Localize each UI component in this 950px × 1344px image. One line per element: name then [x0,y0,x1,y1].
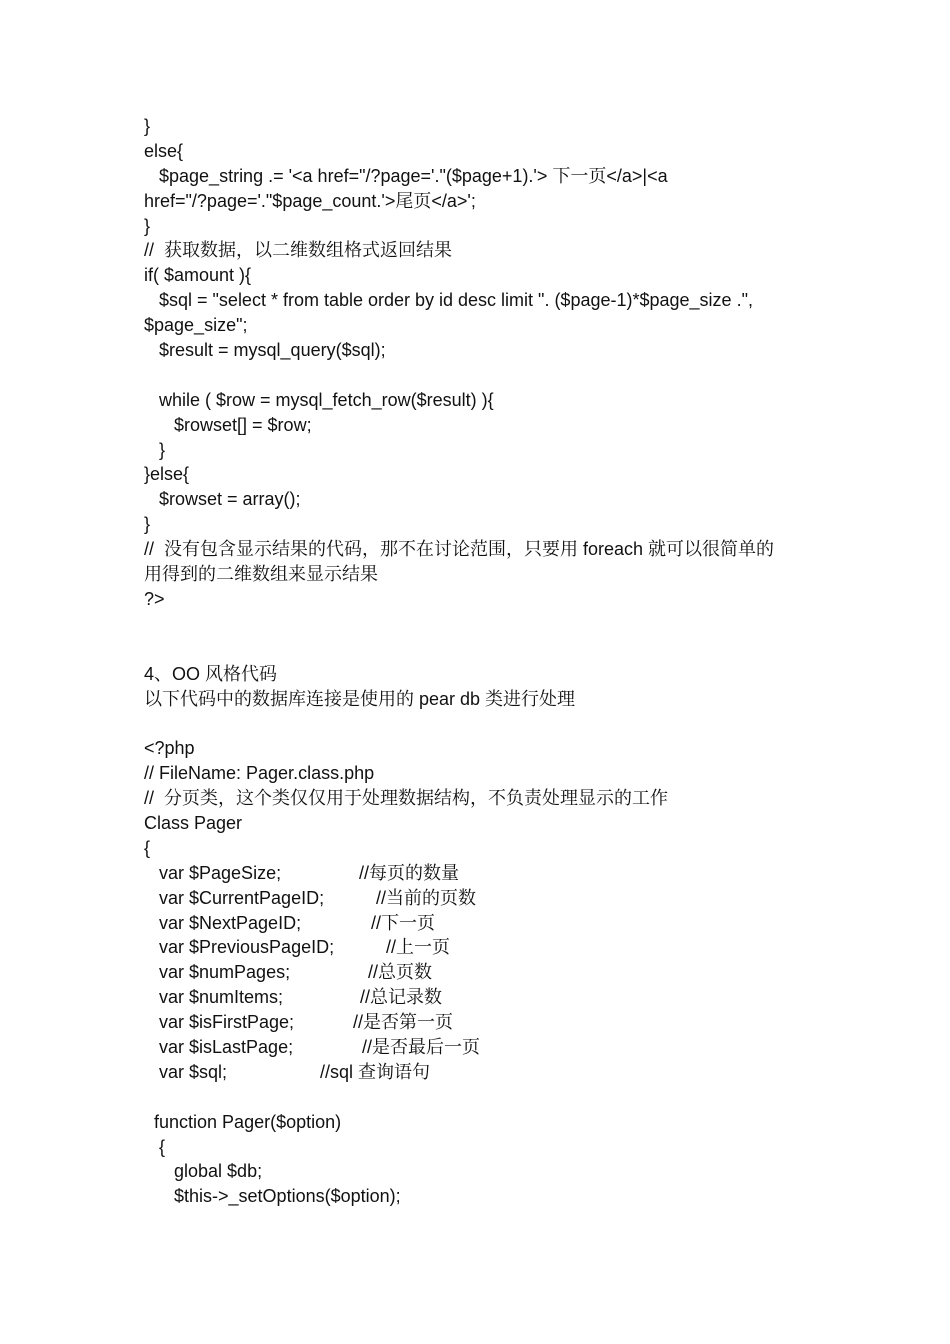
code-line: global $db; [144,1161,263,1182]
property-declaration [144,911,824,936]
property-declarations [144,861,824,1085]
code-line: }else{ [144,464,190,485]
code-line: $page_string .= '<a href="/?page='."($page+1).'> 下一页</a>|<a [144,165,668,186]
code-line: function Pager($option) [144,1111,342,1132]
declaration-code: var $NextPageID; [144,912,302,933]
declaration-comment: //是否第一页 [353,1012,454,1033]
spacer [144,612,824,662]
code-comment-line: // 没有包含显示结果的代码，那不在讨论范围，只要用 foreach 就可以很简单的 [144,539,775,560]
code-line: else{ [144,140,184,161]
code-line: $this->_setOptions($option); [144,1186,401,1207]
code-line: $rowset[] = $row; [144,414,312,435]
declaration-comment: //总记录数 [360,987,443,1008]
code-line: <?php [144,738,195,759]
declaration-code: var $PreviousPageID; [144,937,335,958]
code-line: } [144,215,151,236]
section-intro: 以下代码中的数据库连接是使用的 pear db 类进行处理 [144,688,576,709]
property-declaration [144,985,824,1010]
declaration-comment: //上一页 [386,937,451,958]
code-listing [144,114,824,1209]
declaration-comment: //是否最后一页 [362,1036,481,1057]
declaration-comment: //每页的数量 [359,862,460,883]
code-line [144,363,824,388]
code-line: { [144,1136,166,1157]
declaration-code: var $CurrentPageID; [144,887,325,908]
property-declaration [144,1060,824,1085]
code-line: } [144,439,166,460]
code-comment-line: 用得到的二维数组来显示结果 [144,564,378,585]
code-line: { [144,837,151,858]
declaration-code: var $numPages; [144,962,291,983]
property-declaration [144,861,824,886]
property-declaration [144,935,824,960]
property-declaration [144,960,824,985]
section-header [144,662,824,712]
declaration-code: var $isLastPage; [144,1036,294,1057]
code-block-top [144,114,824,612]
declaration-comment: //当前的页数 [376,887,477,908]
code-line: if( $amount ){ [144,265,252,286]
property-declaration [144,1010,824,1035]
declaration-comment: //总页数 [368,962,433,983]
code-block-function [144,1110,824,1210]
code-line: $page_size"; [144,315,248,336]
declaration-code: var $PageSize; [144,862,282,883]
code-block-class [144,736,824,860]
spacer [144,711,824,736]
declaration-code: var $numItems; [144,987,284,1008]
code-line: $sql = "select * from table order by id desc limit ". ($page-1)*$page_size .", [144,290,753,311]
code-line: } [144,116,151,136]
declaration-comment: //sql 查询语句 [320,1061,431,1082]
code-comment-line: // 获取数据，以二维数组格式返回结果 [144,240,453,261]
code-line: } [144,514,151,535]
code-comment-line: // 分页类，这个类仅仅用于处理数据结构，不负责处理显示的工作 [144,788,669,809]
code-line: $rowset = array(); [144,489,301,510]
declaration-code: var $sql; [144,1061,228,1082]
section-heading: 4、OO 风格代码 [144,663,278,684]
code-line: Class Pager [144,812,243,833]
code-line: href="/?page='."$page_count.'>尾页</a>'; [144,190,476,211]
code-line: while ( $row = mysql_fetch_row($result) ){ [144,389,494,410]
declaration-comment: //下一页 [371,912,436,933]
property-declaration [144,886,824,911]
code-line: ?> [144,588,165,609]
code-line: $result = mysql_query($sql); [144,340,386,361]
spacer [144,1085,824,1110]
property-declaration [144,1035,824,1060]
declaration-code: var $isFirstPage; [144,1012,295,1033]
code-comment-line: // FileName: Pager.class.php [144,763,375,784]
